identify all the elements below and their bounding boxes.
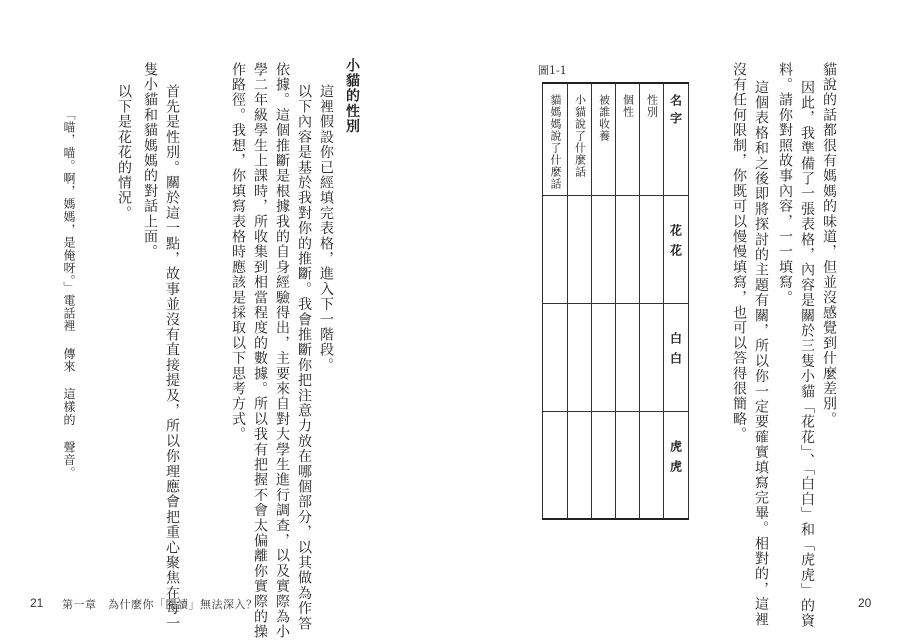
- quoted-sound: 「喵，喵。啊，媽媽，是俺呀。」電話裡 傳來 這樣的 聲音。: [62, 108, 76, 480]
- right-paragraph-line-5: 沒有任何限制，你既可以慢慢填寫，也可以答得很簡略。: [731, 62, 747, 442]
- table-col-gender: 性別: [640, 83, 664, 195]
- table-cell: [568, 411, 592, 519]
- page-number-right: 20: [858, 596, 872, 610]
- right-paragraph-line-3: 料。請你對照故事內容，一一填寫。: [777, 62, 793, 306]
- left-paragraph-line-1: 這裡假設你已經填完表格，進入下一階段。: [318, 84, 334, 373]
- right-paragraph-line-1: 貓說的話都很有媽媽的味道，但並沒感覺到什麼差別。: [821, 62, 837, 427]
- figure-label: 圖1-1: [538, 64, 567, 77]
- table-cell: [543, 411, 568, 519]
- right-paragraph-line-2: 因此，我準備了一張表格，內容是關於三隻小貓「花花」、「白白」和「虎虎」的資: [799, 80, 815, 629]
- table-col-kitten-said: 小貓說了什麼話: [568, 83, 592, 195]
- table-cell: [543, 195, 568, 303]
- table-cell: [568, 195, 592, 303]
- chapter-footer: 第一章 為什麼你「閱讀」無法深入？: [62, 598, 258, 611]
- table-name-baibai: 白白: [664, 303, 689, 411]
- left-paragraph-line-8: 以下是花花的情況。: [116, 84, 132, 221]
- table-cell: [592, 195, 616, 303]
- table-cell: [640, 303, 664, 411]
- table-cell: [592, 411, 616, 519]
- table-cell: [592, 303, 616, 411]
- right-paragraph-line-4: 這個表格和之後即將探討的主題有關，所以你一定要確實填寫完畢。相對的，這裡: [753, 80, 769, 628]
- section-heading: 小貓的性別: [344, 58, 360, 134]
- left-paragraph-line-2: 以下內容是基於我對你的推斷。我會推斷你把注意力放在哪個部分，以其做為作答: [296, 84, 312, 632]
- table-cell: [616, 303, 640, 411]
- table-col-personality: 個性: [616, 83, 640, 195]
- table-col-cat-mother-said: 貓媽媽說了什麼話: [543, 83, 568, 195]
- cat-info-table: [542, 82, 689, 520]
- left-paragraph-line-4: 學二年級學生上課時，所收集到相當程度的數據。所以我有把握不會太偏離你實際的操: [252, 62, 268, 640]
- left-paragraph-line-6: 首先是性別。關於這一點，故事並沒有直接提及，所以你理應會把重心聚焦在每一: [164, 84, 180, 632]
- table-name-huahua: 花花: [664, 195, 689, 303]
- table-col-adopted-by: 被誰收養: [592, 83, 616, 195]
- table-cell: [640, 411, 664, 519]
- left-paragraph-line-7: 隻小貓和貓媽媽的對話上面。: [142, 62, 158, 260]
- table-cell: [640, 195, 664, 303]
- table-cell: [568, 303, 592, 411]
- table-name-huhu: 虎虎: [664, 411, 689, 519]
- left-paragraph-line-5: 作路徑。我想，你填寫表格時應該是採取以下思考方式。: [230, 62, 246, 442]
- table-cell: [616, 195, 640, 303]
- page-number-left: 21: [30, 596, 44, 610]
- left-paragraph-line-3: 依據。這個推斷是根據我的自身經驗得出，主要來自對大學生進行調查，以及實際為小: [274, 62, 290, 640]
- table-cell: [616, 411, 640, 519]
- table-header-name: 名字: [664, 83, 689, 195]
- table-cell: [543, 303, 568, 411]
